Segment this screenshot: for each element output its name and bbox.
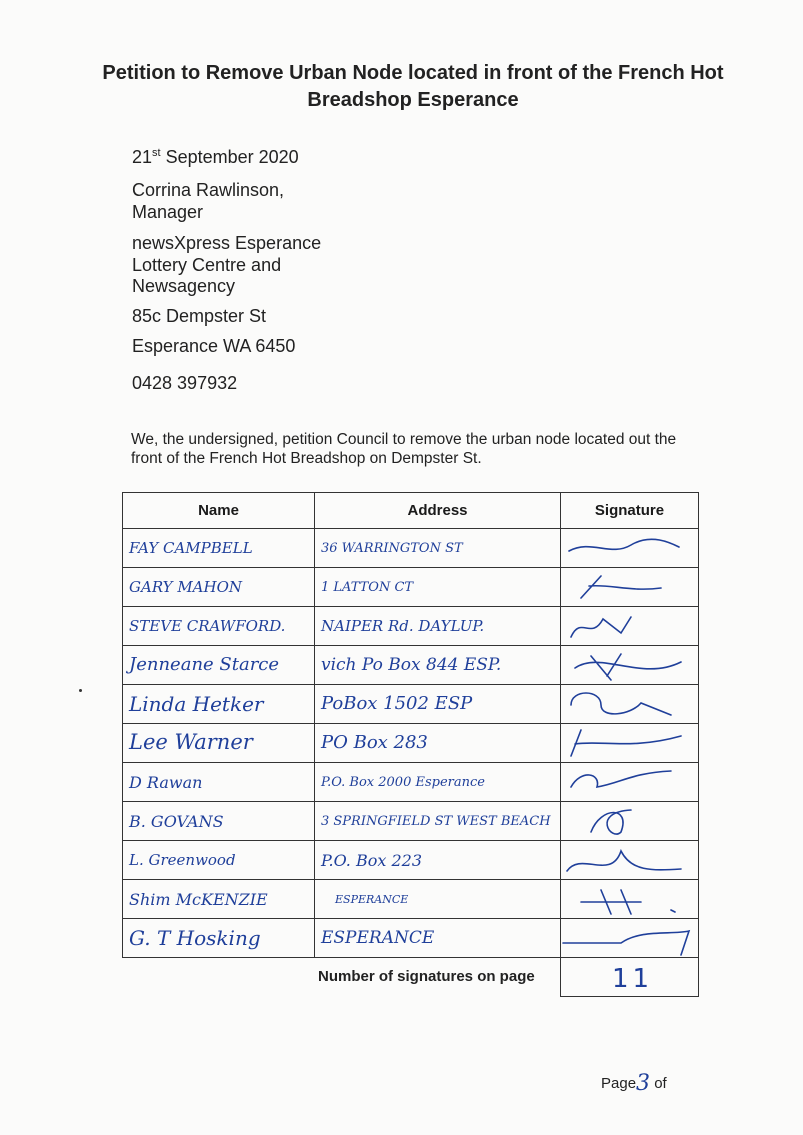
- signature-stroke: [563, 931, 689, 955]
- signature-scribble: [561, 529, 699, 567]
- signature-scribble: [561, 880, 699, 918]
- stray-mark: [79, 689, 82, 692]
- business-line-3: Newsagency: [132, 276, 236, 296]
- signature-stroke: [567, 851, 681, 871]
- signer-name: Lee Warner: [129, 730, 253, 755]
- signature-scribble: [561, 919, 699, 957]
- signature-cell: [561, 724, 699, 763]
- table-row: [123, 763, 699, 802]
- signer-address: P.O. Box 223: [321, 850, 422, 870]
- name-cell: [123, 685, 315, 724]
- name-cell: [123, 880, 315, 919]
- signer-name: STEVE CRAWFORD.: [129, 617, 286, 636]
- signature-cell: [561, 880, 699, 919]
- header-address: Address: [315, 493, 561, 529]
- signature-cell: [561, 919, 699, 958]
- street-address: 85c Dempster St: [132, 306, 267, 326]
- signature-table: [122, 492, 699, 958]
- table-row: [123, 607, 699, 646]
- page-suffix: of: [650, 1075, 667, 1092]
- table-row: [123, 646, 699, 685]
- table-row: [123, 568, 699, 607]
- date-rest: September 2020: [160, 147, 299, 167]
- name-cell: [123, 841, 315, 880]
- signature-scribble: [561, 841, 699, 879]
- table-row: [123, 529, 699, 568]
- table-row: [123, 724, 699, 763]
- signature-stroke: [571, 730, 681, 756]
- signature-scribble: [561, 646, 699, 684]
- signature-cell: [561, 646, 699, 685]
- signer-address: ESPERANCE: [321, 927, 435, 948]
- address-cell: [315, 841, 561, 880]
- signer-address: 1 LATTON CT: [321, 579, 414, 595]
- count-label: Number of signatures on page: [318, 968, 535, 985]
- signer-name: Shim McKENZIE: [129, 889, 268, 909]
- signer-name: G. T Hosking: [129, 926, 261, 950]
- signature-stroke: [575, 654, 681, 680]
- signature-scribble: [561, 568, 699, 606]
- signature-cell: [561, 529, 699, 568]
- signature-cell: [561, 802, 699, 841]
- signer-name: L. Greenwood: [129, 851, 236, 870]
- signature-cell: [561, 841, 699, 880]
- name-cell: [123, 646, 315, 685]
- header-name: Name: [123, 493, 315, 529]
- organiser-role: Manager: [132, 202, 204, 222]
- header-signature: Signature: [561, 493, 699, 529]
- signature-cell: [561, 607, 699, 646]
- signature-stroke: [569, 539, 679, 551]
- table-row: [123, 841, 699, 880]
- signer-name: GARY MAHON: [129, 578, 243, 597]
- name-cell: [123, 802, 315, 841]
- address-cell: [315, 607, 561, 646]
- address-cell: [315, 568, 561, 607]
- signature-cell: [561, 568, 699, 607]
- table-row: [123, 685, 699, 724]
- name-cell: [123, 529, 315, 568]
- page-footer: [601, 1069, 667, 1094]
- signer-address: ESPERANCE: [335, 892, 409, 906]
- date-suffix: st: [152, 147, 161, 159]
- signer-address: PO Box 283: [321, 732, 428, 754]
- signer-address: NAIPER Rd. DAYLUP.: [321, 617, 485, 636]
- date-line: [132, 143, 299, 168]
- address-cell: [315, 880, 561, 919]
- signature-scribble: [561, 802, 699, 840]
- name-cell: [123, 568, 315, 607]
- signer-address: PoBox 1502 ESP: [321, 693, 473, 715]
- signature-stroke: [581, 576, 661, 598]
- signer-name: D Rawan: [129, 772, 203, 792]
- signer-name: Jenneane Starce: [129, 654, 280, 676]
- table-row: [123, 802, 699, 841]
- address-cell: [315, 685, 561, 724]
- date-day: 21: [132, 147, 153, 167]
- signer-address: P.O. Box 2000 Esperance: [321, 774, 485, 790]
- signature-stroke: [571, 693, 671, 715]
- table-header-row: [123, 493, 699, 529]
- town-address: Esperance WA 6450: [132, 336, 296, 356]
- name-cell: [123, 763, 315, 802]
- business-line-1: newsXpress Esperance: [132, 233, 322, 253]
- address-cell: [315, 802, 561, 841]
- petition-statement: We, the undersigned, petition Council to remove the urban node located out the front of the French Hot Breadshop on Dempster St.: [131, 431, 677, 467]
- name-cell: [123, 724, 315, 763]
- page-prefix: Page: [601, 1075, 637, 1092]
- signature-stroke: [591, 810, 631, 834]
- address-cell: [315, 724, 561, 763]
- signer-name: Linda Hetker: [129, 692, 264, 716]
- address-cell: [315, 646, 561, 685]
- table-row: [123, 919, 699, 958]
- address-cell: [315, 529, 561, 568]
- signature-stroke: [571, 617, 631, 637]
- signer-address: vich Po Box 844 ESP.: [321, 654, 502, 675]
- signature-scribble: [561, 607, 699, 645]
- signature-scribble: [561, 685, 699, 723]
- signature-cell: [561, 763, 699, 802]
- table-row: [123, 880, 699, 919]
- signature-cell: [561, 685, 699, 724]
- name-cell: [123, 607, 315, 646]
- business-line-2: Lottery Centre and: [132, 255, 282, 275]
- petition-title: Petition to Remove Urban Node located in front of the French Hot Breadshop Esperance: [102, 62, 724, 111]
- signer-address: 36 WARRINGTON ST: [321, 540, 463, 556]
- signature-stroke: [581, 890, 675, 914]
- signature-scribble: [561, 763, 699, 801]
- name-cell: [123, 919, 315, 958]
- phone-number: 0428 397932: [132, 373, 238, 393]
- signer-name: FAY CAMPBELL: [129, 539, 253, 558]
- signature-scribble: [561, 724, 699, 762]
- signer-name: B. GOVANS: [129, 811, 224, 831]
- page-number: 3: [636, 1071, 651, 1096]
- count-value: 11: [612, 964, 654, 994]
- signer-address: 3 SPRINGFIELD ST WEST BEACH: [321, 813, 551, 829]
- address-cell: [315, 919, 561, 958]
- organiser-name: Corrina Rawlinson,: [132, 180, 285, 200]
- address-cell: [315, 763, 561, 802]
- signature-stroke: [571, 771, 671, 787]
